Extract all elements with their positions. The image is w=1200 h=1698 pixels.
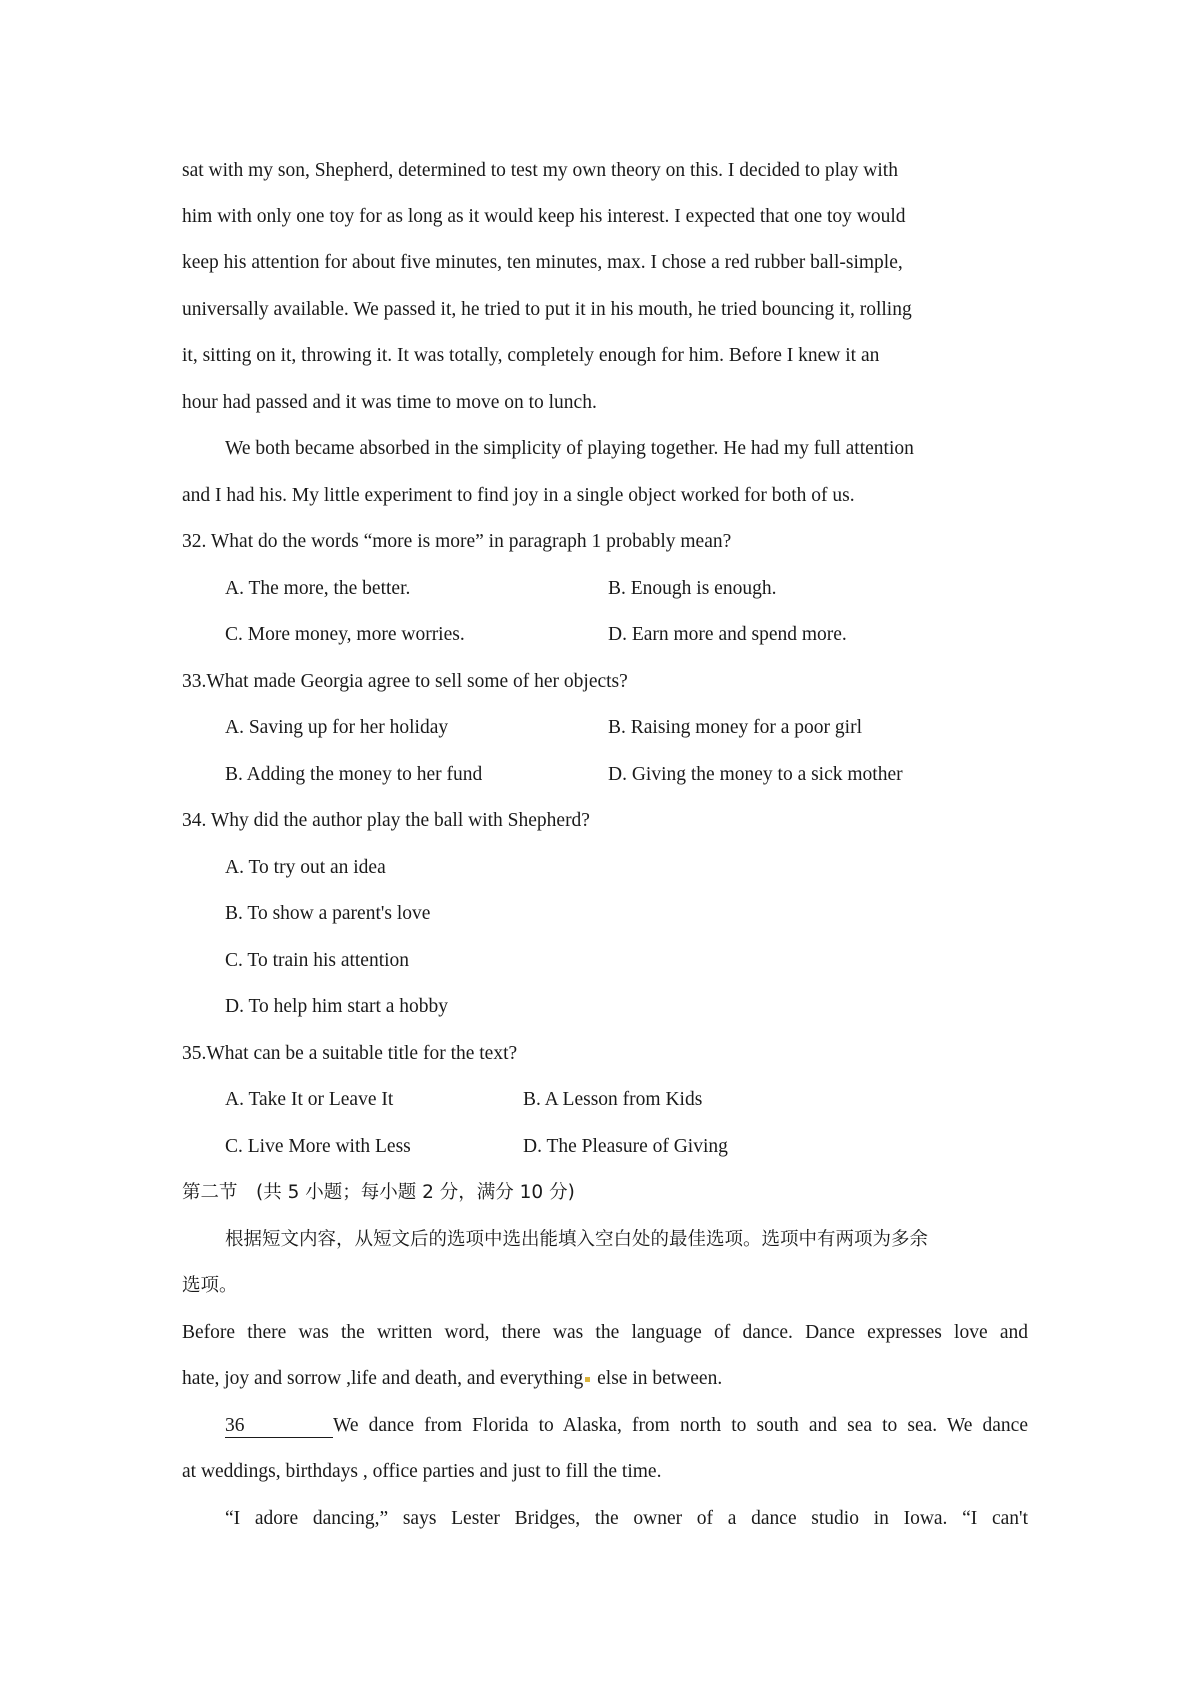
passage-line: it, sitting on it, throwing it. It was totally, completely enough for him. Before I knew it an [182,345,880,366]
option-35-c: C. Live More with Less [225,1136,411,1157]
passage-line: him with only one toy for as long as it would keep his interest. I expected that one toy would [182,206,906,227]
passage-line: keep his attention for about five minutes, ten minutes, max. I chose a red rubber ball-simple, [182,252,903,273]
section-instruction: 选项。 [182,1275,238,1296]
passage-line: at weddings, birthdays , office parties and just to fill the time. [182,1461,662,1482]
option-34-c: C. To train his attention [225,950,410,971]
passage-line: We both became absorbed in the simplicity of playing together. He had my full attention [225,438,914,459]
question-stem-33: 33.What made Georgia agree to sell some of her objects? [182,671,628,692]
option-32-d: D. Earn more and spend more. [608,624,847,645]
option-35-d: D. The Pleasure of Giving [523,1136,728,1157]
passage-text: else in between. [592,1368,723,1389]
passage-text: We dance from Florida to Alaska, from north to south and sea to sea. We dance [333,1415,1028,1436]
option-33-a: A. Saving up for her holiday [225,717,449,738]
option-33-d: D. Giving the money to a sick mother [608,764,903,785]
option-34-a: A. To try out an idea [225,857,386,878]
passage-line: and I had his. My little experiment to find joy in a single object worked for both of us. [182,485,855,506]
blank-36: 36 [225,1415,333,1438]
option-32-b: B. Enough is enough. [608,578,777,599]
passage-line: universally available. We passed it, he tried to put it in his mouth, he tried bouncing it, rolling [182,299,912,320]
passage-line: sat with my son, Shepherd, determined to test my own theory on this. I decided to play with [182,160,898,181]
option-35-b: B. A Lesson from Kids [523,1089,703,1110]
passage-line [225,1412,1028,1440]
question-stem-35: 35.What can be a suitable title for the text? [182,1043,518,1064]
section-header: 第二节 (共 5 小题；每小题 2 分，满分 10 分) [182,1182,575,1203]
passage-text: hate, joy and sorrow ,life and death, and everything [182,1368,584,1389]
option-34-d: D. To help him start a hobby [225,996,449,1017]
option-32-a: A. The more, the better. [225,578,411,599]
option-32-c: C. More money, more worries. [225,624,465,645]
option-33-c: B. Adding the money to her fund [225,764,483,785]
passage-line [182,1365,722,1393]
passage-line: “I adore dancing,” says Lester Bridges, the owner of a dance studio in Iowa. “I can't [225,1508,1028,1529]
question-stem-32: 32. What do the words “more is more” in paragraph 1 probably mean? [182,531,732,552]
question-stem-34: 34. Why did the author play the ball with Shepherd? [182,810,590,831]
option-35-a: A. Take It or Leave It [225,1089,394,1110]
passage-line: Before there was the written word, there was the language of dance. Dance expresses love and [182,1322,1028,1343]
section-instruction: 根据短文内容，从短文后的选项中选出能填入空白处的最佳选项。选项中有两项为多余 [225,1229,929,1250]
mark-dot [585,1377,590,1382]
passage-line: hour had passed and it was time to move on to lunch. [182,392,597,413]
option-33-b: B. Raising money for a poor girl [608,717,863,738]
option-34-b: B. To show a parent's love [225,903,431,924]
